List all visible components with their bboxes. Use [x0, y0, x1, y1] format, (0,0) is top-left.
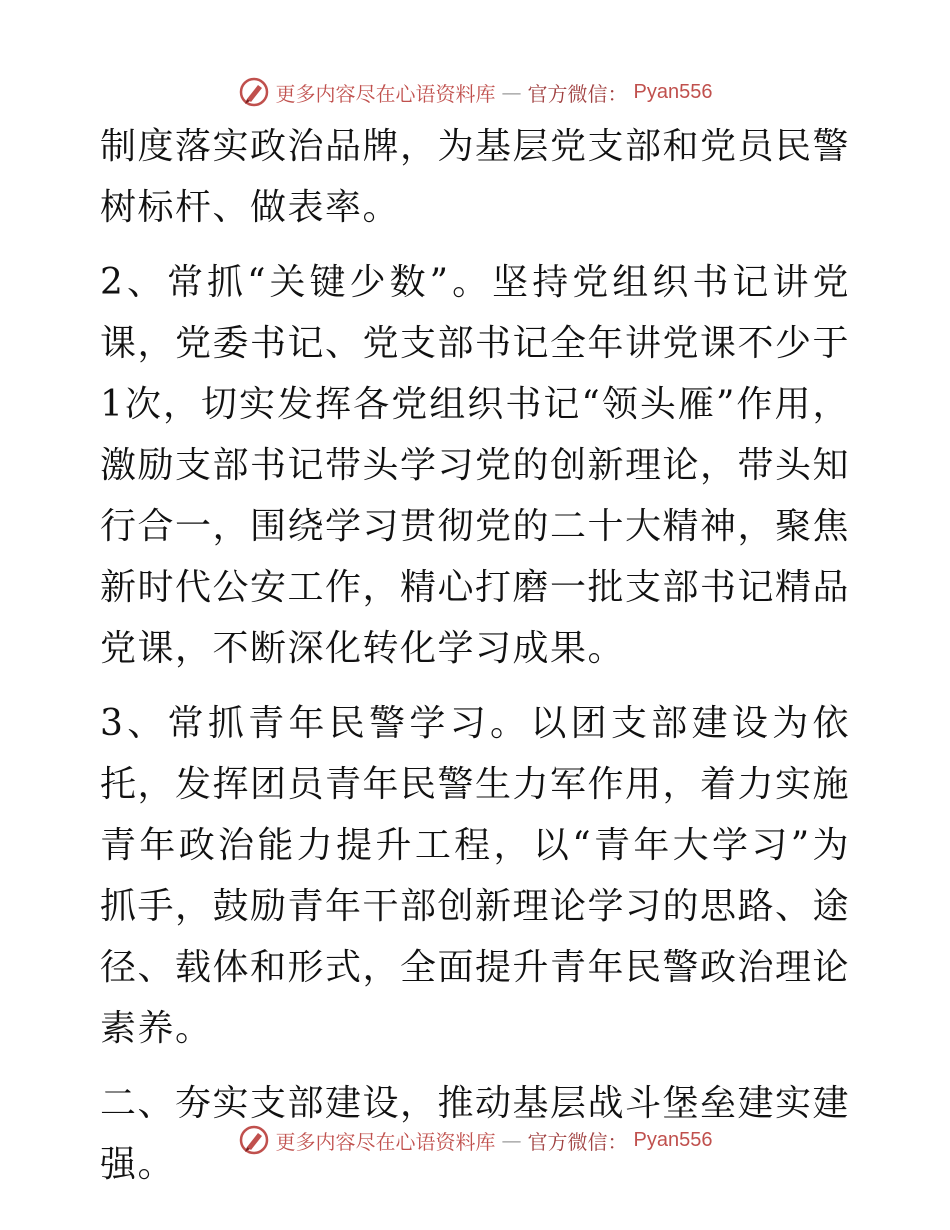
- watermark: [238, 76, 713, 108]
- pen-circle-logo-icon: [238, 76, 270, 108]
- watermark-contact-label: 官方微信：: [527, 1129, 628, 1154]
- watermark-brand-text: 更多内容尽在心语资料库: [275, 81, 496, 106]
- watermark-wechat-id: Pyan556: [633, 80, 713, 103]
- watermark-separator: —: [501, 80, 522, 104]
- page-footer-watermark: [0, 1120, 950, 1160]
- paragraph-1: 制度落实政治品牌，为基层党支部和党员民警树标杆、做表率。: [100, 126, 851, 228]
- watermark-brand-text: 更多内容尽在心语资料库: [275, 1129, 496, 1154]
- watermark-wechat-id: Pyan556: [633, 1128, 713, 1151]
- pen-circle-logo-icon: [238, 1124, 270, 1156]
- watermark-contact-label: 官方微信：: [527, 81, 628, 106]
- watermark: [238, 1124, 713, 1156]
- paragraph-3: 3、常抓青年民警学习。以团支部建设为依托，发挥团员青年民警生力军作用，着力实施青年政治能力提升工程，以“青年大学习”为抓手，鼓励青年干部创新理论学习的思路、途径、载体和形式，全面提升青年民警政治理论素养。: [100, 703, 851, 1049]
- page-header-watermark: [0, 72, 950, 112]
- section-heading-2: 二、夯实支部建设，推动基层战斗堡垒建实建强。: [100, 1083, 851, 1185]
- watermark-separator: —: [501, 1128, 522, 1152]
- paragraph-2: 2、常抓“关键少数”。坚持党组织书记讲党课，党委书记、党支部书记全年讲党课不少于1次，切实发挥各党组织书记“领头雁”作用，激励支部书记带头学习党的创新理论，带头知行合一，围绕学习贯彻党的二十大精神，聚焦新时代公安工作，精心打磨一批支部书记精品党课，不断深化转化学习成果。: [100, 262, 851, 669]
- document-body: [100, 116, 850, 1195]
